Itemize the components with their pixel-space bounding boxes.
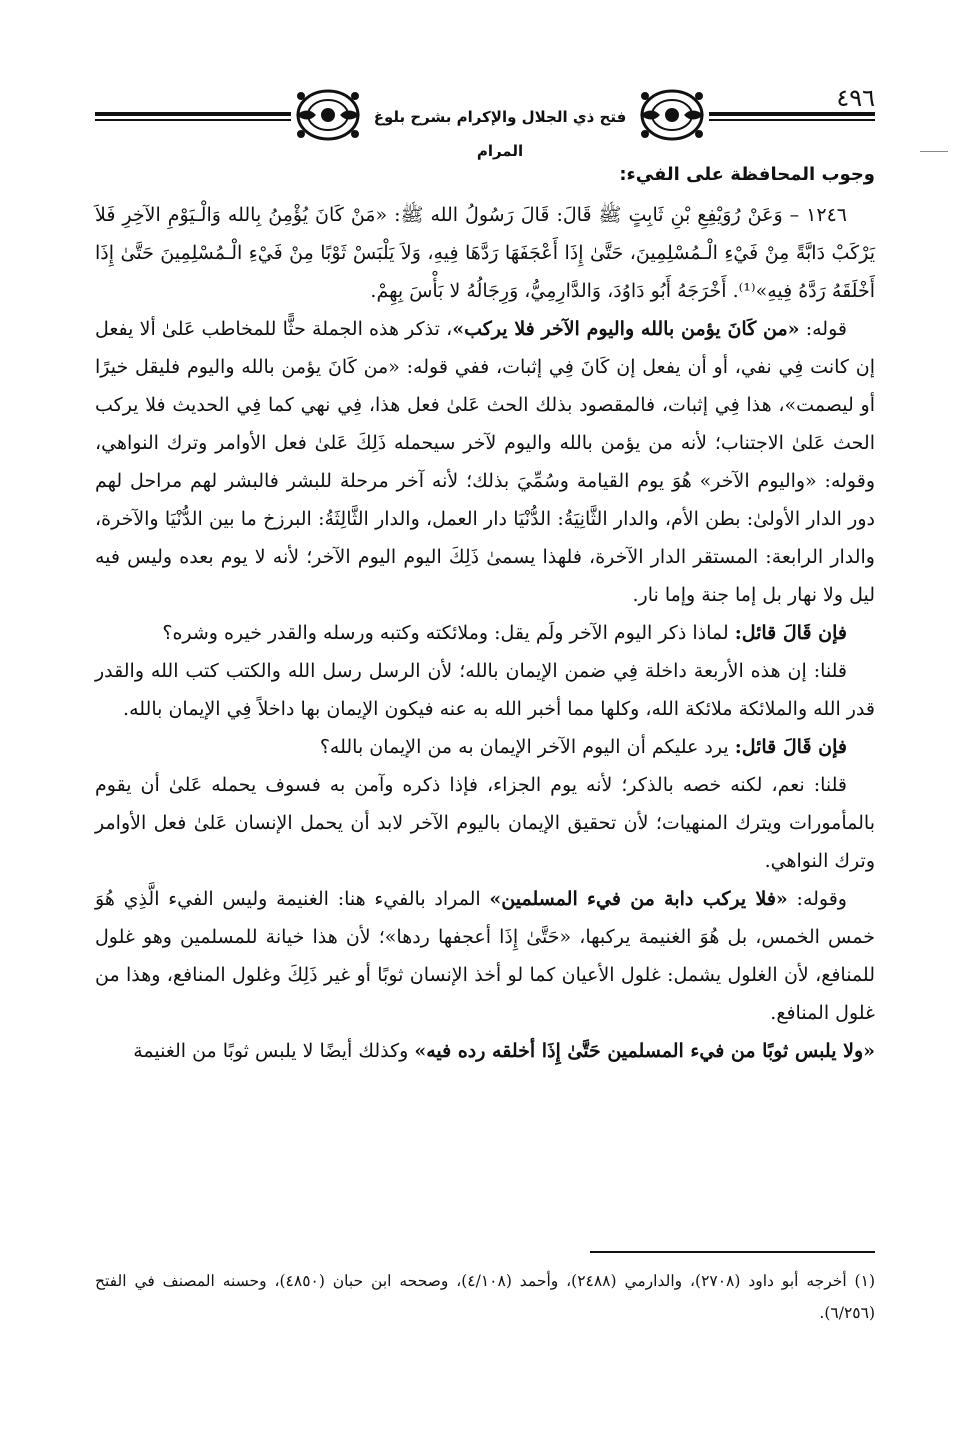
question-lead: فإن قَالَ قائل: bbox=[734, 736, 847, 758]
section-heading: وجوب المحافظة على الفيء: bbox=[619, 164, 875, 185]
paragraph-text: قلنا: نعم، لكنه خصه بالذكر؛ لأنه يوم الجزاء، فإذا ذكره وآمن به فسوف يحمله عَلىٰ أن يقوم بالمأمورات ويترك المنهيات؛ لأن تحقيق الإيمان باليوم الآخر لابد أن يحمل الإنسان عَلىٰ فعل الأوامر وترك النواهي. bbox=[95, 774, 875, 872]
paragraph-text: قلنا: إن هذه الأربعة داخلة فِي ضمن الإيمان بالله؛ لأن الرسل رسل الله والكتب كتب الله والقدر قدر الله والملائكة ملائكة الله، وكلها مما أخبر الله به عنه فيكون الإيمان بها داخلاً فِي الإيمان بالله. bbox=[95, 660, 875, 720]
footnote: (١) أخرجه أبو داود (٢٧٠٨)، والدارمي (٢٤٨٨)، وأحمد (٤/١٠٨)، وصححه ابن حبان (٤٨٥٠)، وحسنه المصنف في الفتح (٦/٢٥٦). bbox=[95, 1272, 875, 1322]
question-paragraph bbox=[95, 728, 875, 766]
quoted-phrase: «فلا يركب دابة من فيء المسلمين» bbox=[489, 888, 788, 910]
quoted-phrase: «ولا يلبس ثوبًا من فيء المسلمين حَتَّىٰ إِذَا أخلقه رده فيه» bbox=[414, 1040, 875, 1062]
margin-mark bbox=[920, 151, 948, 152]
commentary-paragraph bbox=[95, 880, 875, 1032]
question-paragraph bbox=[95, 614, 875, 652]
paragraph-text: يرد عليكم أن اليوم الآخر الإيمان به من الإيمان بالله؟ bbox=[319, 736, 735, 758]
answer-paragraph bbox=[95, 652, 875, 728]
hadith-text: ١٢٤٦ – وَعَنْ رُوَيْفِعِ بْنِ ثَابِتٍ ﷺ قَالَ: قَالَ رَسُولُ الله ﷺ: «مَنْ كَانَ يُؤْمِنُ بِالله وَالْـيَوْمِ الآخِرِ فَلاَ يَرْكَبْ دَابَّةً مِنْ فَيْءِ الْـمُسْلِمِينَ، حَتَّىٰ إِذَا أَعْجَفَهَا رَدَّهَا فِيهِ، وَلاَ يَلْبَسْ ثَوْبًا مِنْ فَيْءِ الْـمُسْلِمِينَ حَتَّىٰ إِذَا أَخْلَقَهُ رَدَّهُ فِيهِ»⁽¹⁾. أَخْرَجَهُ أَبُو دَاوُدَ، وَالدَّارِمِيُّ، وَرِجَالُهُ لا بَأْسَ بِهِمْ. bbox=[95, 204, 875, 302]
floral-ornament-icon bbox=[635, 84, 709, 146]
paragraph-lead: وقوله: bbox=[787, 888, 847, 910]
footnote-separator bbox=[590, 1251, 875, 1253]
commentary-paragraph bbox=[95, 310, 875, 614]
floral-ornament-icon bbox=[291, 84, 365, 146]
commentary-paragraph bbox=[95, 1032, 875, 1070]
question-lead: فإن قَالَ قائل: bbox=[734, 622, 847, 644]
paragraph-lead: قوله: bbox=[799, 318, 847, 340]
paragraph-text: وكذلك أيضًا لا يلبس ثوبًا من الغنيمة bbox=[133, 1040, 415, 1062]
paragraph-text: ، تذكر هذه الجملة حثًّا للمخاطب عَلىٰ ألا يفعل إن كانت فِي نفي، أو أن يفعل إن كَانَ فِي إثبات، ففي قوله: «من كَانَ يؤمن بالله واليوم فليقل خيرًا أو ليصمت»، هذا فِي إثبات، فالمقصود بذلك الحث عَلىٰ فعل هذا، فِي نهي كما فِي الحديث فلا يركب الحث عَلىٰ الاجتناب؛ لأنه من يؤمن بالله واليوم لآخر سيحمله ذَلِكَ عَلىٰ فعل الأوامر وترك النواهي، وقوله: «واليوم الآخر» هُوَ يوم القيامة وسُمِّيَ بذلك؛ لأنه آخر مرحلة للبشر فالبشر لهم مراحل لهم دور الدار الأولىٰ: بطن الأم، والدار الثَّانِيَةُ: الدُّنْيَا دار العمل، والدار الثَّالِثَةُ: البرزخ ما بين الدُّنْيَا والآخرة، والدار الرابعة: المستقر الدار الآخرة، فلهذا يسمىٰ ذَلِكَ اليوم اليوم الآخر؛ لأنه لا يوم بعده وليس فيه ليل ولا نهار بل إما جنة وإما نار. bbox=[95, 318, 875, 606]
quoted-phrase: «من كَانَ يؤمن بالله واليوم الآخر فلا يركب» bbox=[452, 318, 800, 340]
answer-paragraph bbox=[95, 766, 875, 880]
running-title: فتح ذي الجلال والإكرام بشرح بلوغ المرام bbox=[365, 100, 635, 134]
paragraph-text: المراد بالفيء هنا: الغنيمة وليس الفيء الَّذِي هُوَ خمس الخمس، بل هُوَ الغنيمة يركبها، «حَتَّىٰ إِذَا أعجفها ردها»؛ لأن هذا خيانة للمسلمين وهو غلول للمنافع، لأن الغلول يشمل: غلول الأعيان كما لو أخذ الإنسان ثوبًا أو غير ذَلِكَ وغلول المنافع، وهذا من غلول المنافع. bbox=[95, 888, 875, 1024]
page-body bbox=[95, 158, 875, 1070]
page-header bbox=[95, 82, 875, 160]
page-number: ٤٩٦ bbox=[830, 84, 875, 112]
paragraph-text: لماذا ذكر اليوم الآخر ولَم يقل: وملائكته وكتبه ورسله والقدر خيره وشره؟ bbox=[162, 622, 735, 644]
